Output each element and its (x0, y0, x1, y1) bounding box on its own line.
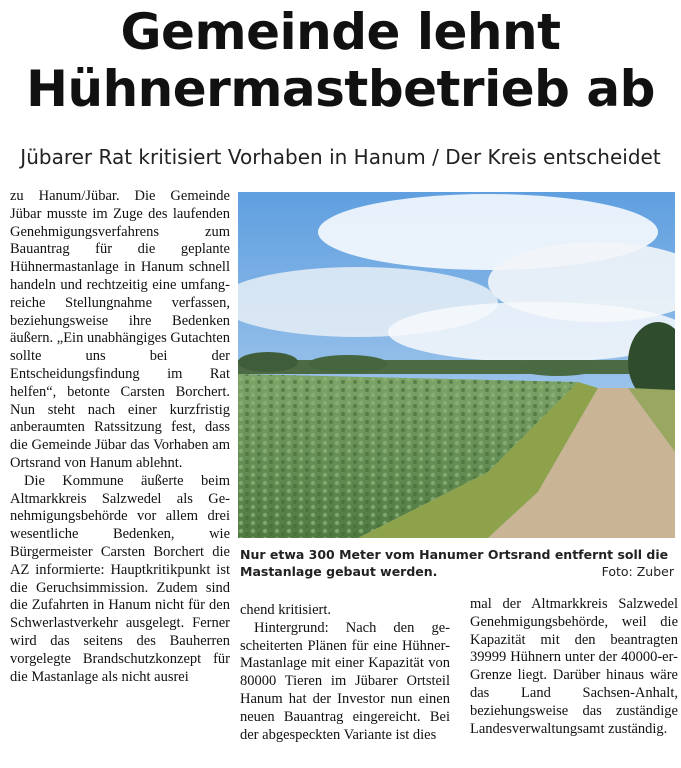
article-paragraph: mal der Altmarkkreis Salzwedel Genehmigungsbehörde, weil die Kapazität mit den beantragten 39999 Hühnern unter der 40000-er-Grenze liegt. Darüber hinaus wäre das Land Sachsen-Anhalt, beziehungsweise das zuständige Landesverwaltungsamt zuständig. (470, 596, 678, 737)
headline-line-2: Hühnermastbetrieb ab (26, 60, 655, 118)
headline-line-1: Gemeinde lehnt (120, 3, 561, 61)
article-column-1 (10, 188, 230, 686)
photo-credit: Foto: Zuber (601, 564, 674, 579)
article-column-3 (470, 596, 678, 738)
article-paragraph: Die Kommune äußerte beim Altmarkkreis Salzwedel als Genehmigungsbehörde vor allem drei wesentliche Bedenken, wie Bürgermeister Carsten Borchert die AZ informierte: Hauptkritikpunkt ist die Geruchsimmission. Zudem sind die Zufahrten in Hanum nicht für den Schwerlastverkehr ausgelegt. Ferner wird das seitens des Bauherren vorgelegte Brandschutzkonzept für die Mastanlage als nicht ausrei (10, 472, 230, 685)
article-photo (238, 192, 675, 538)
photo-caption: Nur etwa 300 Meter vom Hanumer Ortsrand entfernt soll die Mastanlage gebaut werden. (240, 547, 669, 579)
article-column-2 (240, 602, 450, 744)
article-headline (0, 4, 681, 118)
article-subheadline: Jübarer Rat kritisiert Vorhaben in Hanum / Der Kreis entscheidet (20, 145, 661, 169)
article-paragraph: Hintergrund: Nach den gescheiterten Plänen für eine Hühner-Mastanlage mit einer Kapazität von 80000 Tieren im Jübarer Ortsteil Hanum hat der Investor nun einen neuen Bauantrag eingereicht. Bei der abgespeckten Variante ist dies (240, 619, 450, 743)
article-paragraph: chend kritisiert. (240, 602, 332, 618)
field-landscape-image (238, 192, 675, 538)
article-paragraph: zu Hanum/Jübar. Die Gemeinde Jübar musste im Zuge des laufenden Genehmigungsverfahrens zum Bauantrag für die geplante Hühnermastanlage in Hanum schnell handeln und rechtzeitig eine umfangreiche Stellungnahme verfassen, beziehungsweise ihre Bedenken äußern. „Ein unabhängiges Gutachten sollte uns bei der Entscheidungsfindung im Rat helfen“, betonte Carsten Borchert. Nun steht nach einer kurzfristig anberaumten Ratssitzung fest, dass die Gemeinde Jübar das Vorhaben am Ortsrand von Hanum ablehnt. (10, 188, 230, 471)
